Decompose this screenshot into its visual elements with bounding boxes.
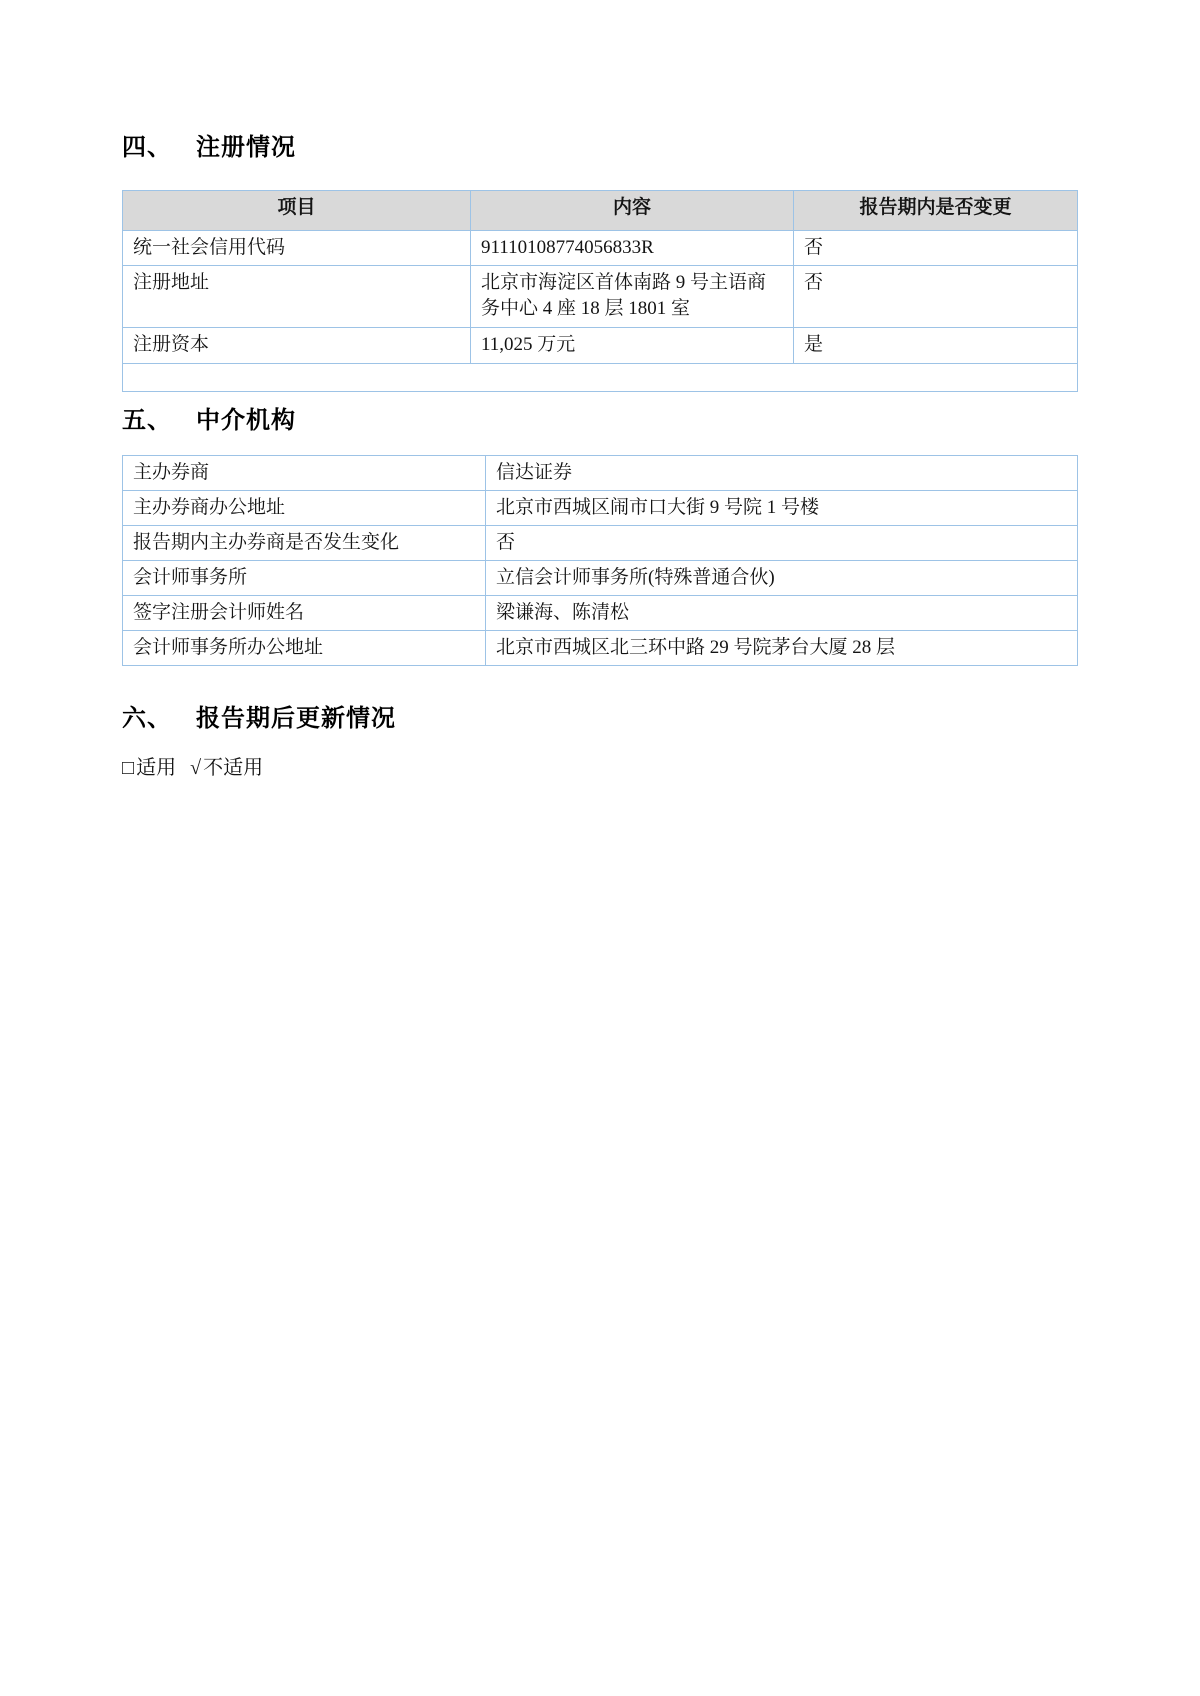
- row-value-cell: 信达证券: [486, 456, 1078, 491]
- empty-cell: [123, 364, 1078, 392]
- table-row: [123, 328, 1078, 364]
- header-cell-changed: 报告期内是否变更: [794, 191, 1078, 231]
- row-label-cell: 签字注册会计师姓名: [123, 596, 486, 631]
- row-value-cell: 11,025 万元: [471, 328, 794, 364]
- registration-table: [122, 190, 1078, 392]
- section-number: 五、: [122, 407, 172, 434]
- applicability-line: [122, 755, 1077, 781]
- section-heading-intermediaries: [122, 406, 1077, 435]
- section-heading-post-period-updates: [122, 704, 1077, 733]
- registration-table-header-row: [123, 191, 1078, 231]
- row-label-cell: 注册地址: [123, 266, 471, 328]
- row-label-cell: 主办券商: [123, 456, 486, 491]
- row-label-cell: 注册资本: [123, 328, 471, 364]
- table-row: [123, 596, 1078, 631]
- table-empty-row: [123, 364, 1078, 392]
- table-row: [123, 231, 1078, 266]
- section-title: 报告期后更新情况: [196, 705, 396, 732]
- row-value-cell: 立信会计师事务所(特殊普通合伙): [486, 561, 1078, 596]
- table-row: [123, 526, 1078, 561]
- header-cell-content: 内容: [471, 191, 794, 231]
- row-label-cell: 会计师事务所: [123, 561, 486, 596]
- not-applicable-option: [190, 757, 263, 779]
- table-row: [123, 561, 1078, 596]
- row-value-cell: 否: [486, 526, 1078, 561]
- table-row: [123, 631, 1078, 666]
- checkbox-unchecked-icon: □: [122, 757, 135, 779]
- row-label-cell: 统一社会信用代码: [123, 231, 471, 266]
- section-number: 六、: [122, 705, 172, 732]
- applicable-label: 适用: [136, 757, 177, 779]
- intermediary-table: [122, 455, 1078, 666]
- not-applicable-label: 不适用: [203, 757, 264, 779]
- row-value-cell: 91110108774056833R: [471, 231, 794, 266]
- section-title: 注册情况: [196, 134, 296, 161]
- applicable-option: [122, 757, 176, 779]
- row-value-cell: 梁谦海、陈清松: [486, 596, 1078, 631]
- row-label-cell: 主办券商办公地址: [123, 491, 486, 526]
- row-changed-cell: 否: [794, 266, 1078, 328]
- section-title: 中介机构: [196, 407, 296, 434]
- row-value-cell: 北京市西城区闹市口大街 9 号院 1 号楼: [486, 491, 1078, 526]
- row-value-cell: 北京市海淀区首体南路 9 号主语商务中心 4 座 18 层 1801 室: [471, 266, 794, 328]
- row-label-cell: 会计师事务所办公地址: [123, 631, 486, 666]
- table-row: [123, 491, 1078, 526]
- table-row: [123, 266, 1078, 328]
- row-label-cell: 报告期内主办券商是否发生变化: [123, 526, 486, 561]
- check-mark-icon: √: [190, 757, 202, 779]
- header-cell-item: 项目: [123, 191, 471, 231]
- section-number: 四、: [122, 134, 172, 161]
- table-row: [123, 456, 1078, 491]
- section-heading-registration: [122, 133, 1077, 162]
- row-value-cell: 北京市西城区北三环中路 29 号院茅台大厦 28 层: [486, 631, 1078, 666]
- row-changed-cell: 是: [794, 328, 1078, 364]
- row-changed-cell: 否: [794, 231, 1078, 266]
